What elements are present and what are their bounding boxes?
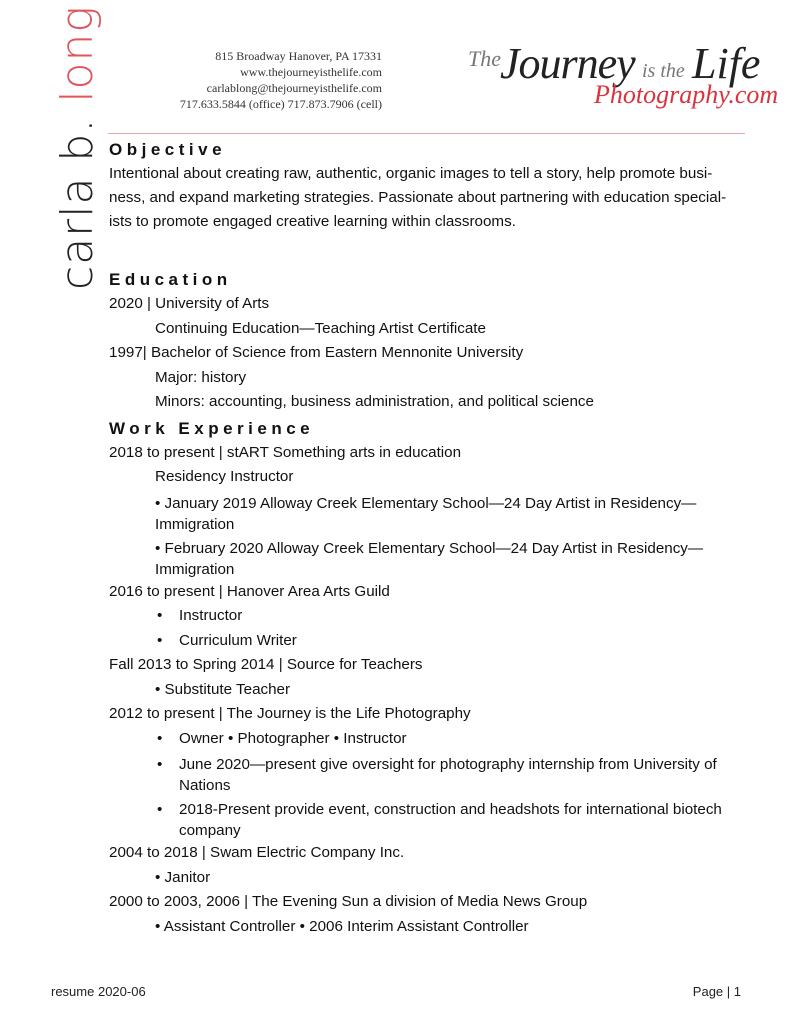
work-bullet-cont: Nations <box>179 777 231 794</box>
education-detail: Major: history <box>155 368 247 386</box>
education-heading: Education <box>109 270 232 289</box>
logo-journey: Journey <box>500 39 635 88</box>
name-last: long <box>52 5 103 103</box>
education-entry-title: 2020 | University of Arts <box>109 295 270 312</box>
work-line: • January 2019 Alloway Creek Elementary School—24 Day Artist in Residency— <box>155 494 697 512</box>
logo-life: Life <box>692 39 761 88</box>
work-line: • Assistant Controller • 2006 Interim Assistant Controller <box>155 917 529 935</box>
name-first: carla b. <box>52 102 103 290</box>
education-detail: Minors: accounting, business administration, and political science <box>155 393 594 410</box>
objective-heading: Objective <box>109 140 227 159</box>
education-detail: Continuing Education—Teaching Artist Certificate <box>155 319 486 337</box>
footer-page-number: Page | 1 <box>692 984 741 999</box>
work-bullet: • Curriculum Writer <box>109 629 749 654</box>
logo-photography: Photography.com <box>594 80 779 109</box>
work-line: • Substitute Teacher <box>155 680 291 698</box>
header-divider <box>108 133 745 134</box>
logo-is-the: is the <box>642 60 685 82</box>
logo-the: The <box>468 46 501 71</box>
work-entry-title: 2018 to present | stART Something arts in education <box>109 443 462 461</box>
contact-website[interactable]: www.thejourneyisthelife.com <box>240 65 382 79</box>
contact-email[interactable]: carlablong@thejourneyisthelife.com <box>206 81 382 95</box>
objective-line: ness, and expand marketing strategies. Passionate about partnering with education special- <box>109 189 727 206</box>
logo <box>466 39 779 114</box>
education-entry-title: 1997| Bachelor of Science from Eastern Mennonite University <box>109 344 524 361</box>
work-bullet: • Instructor <box>109 604 749 629</box>
resume-body <box>109 138 749 939</box>
work-line: Immigration <box>155 515 235 533</box>
work-line: • Janitor <box>155 868 211 886</box>
vertical-name <box>52 5 103 290</box>
work-bullet-cont: company <box>179 822 241 839</box>
work-heading: Work Experience <box>109 418 315 438</box>
contact-block <box>176 48 382 112</box>
work-line: Residency Instructor <box>155 468 294 485</box>
objective-line: ists to promote engaged creative learning within classrooms. <box>109 213 516 230</box>
work-entry-title: Fall 2013 to Spring 2014 | Source for Teachers <box>109 656 423 673</box>
footer-doc-name: resume 2020-06 <box>51 984 146 999</box>
contact-phones: 717.633.5844 (office) 717.873.7906 (cell) <box>179 97 382 111</box>
work-entry-title: 2016 to present | Hanover Area Arts Guild <box>109 582 390 600</box>
work-bullet: • Owner • Photographer • Instructor <box>109 727 749 752</box>
work-entry-title: 2000 to 2003, 2006 | The Evening Sun a division of Media News Group <box>109 893 588 910</box>
work-line: Immigration <box>155 560 235 578</box>
work-bullet: • June 2020—present give oversight for photography internship from University of <box>109 754 749 775</box>
work-line: • February 2020 Alloway Creek Elementary School—24 Day Artist in Residency— <box>155 539 704 557</box>
work-entry-title: 2004 to 2018 | Swam Electric Company Inc. <box>109 844 405 861</box>
objective-line: Intentional about creating raw, authentic, organic images to tell a story, help promote busi- <box>109 165 713 182</box>
work-entry-title: 2012 to present | The Journey is the Life Photography <box>109 705 471 722</box>
work-bullet: • 2018-Present provide event, construction and headshots for international biotech <box>109 799 749 820</box>
contact-address: 815 Broadway Hanover, PA 17331 <box>215 49 382 63</box>
